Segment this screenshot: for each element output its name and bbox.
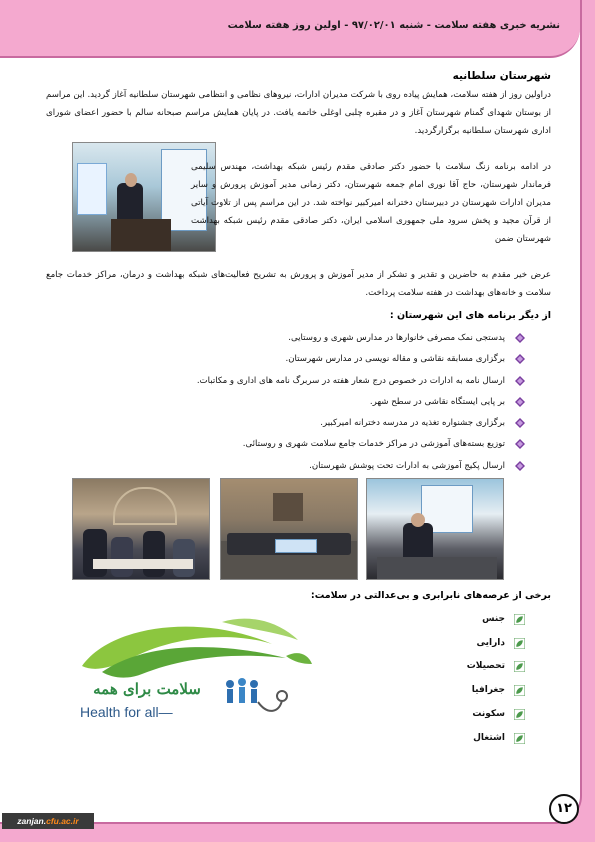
site-prefix: zanjan. (17, 816, 47, 826)
header-title: نشریه خبری هفته سلامت - شنبه ۹۷/۰۲/۰۱ - اولین روز هفته سلامت (227, 20, 560, 31)
list-item (65, 349, 525, 370)
list-item (385, 703, 525, 727)
green-leaf-bullet-icon (514, 638, 525, 649)
health-for-all-logo (72, 614, 316, 738)
purple-diamond-bullet-icon (515, 397, 525, 407)
purple-diamond-bullet-icon (515, 354, 525, 364)
logo-persian-text: سلامت برای همه (93, 680, 201, 698)
program-item-text: ارسال پکیج آموزشی به ادارات تحت پوشش شهرستان. (309, 460, 505, 471)
program-item-text: ارسال نامه به ادارات در خصوص درج شعار هفته در سربرگ نامه های اداری و مکاتبات. (196, 375, 505, 386)
green-leaf-bullet-icon (514, 685, 525, 696)
purple-diamond-bullet-icon (515, 461, 525, 471)
photo-meeting-table (72, 478, 210, 580)
photo-walking-group (220, 478, 358, 580)
purple-diamond-bullet-icon (515, 376, 525, 386)
program-item-text: برگزاری جشنواره تغذیه در مدرسه دخترانه امیرکبیر. (320, 418, 505, 429)
section-heading: شهرستان سلطانیه (452, 70, 551, 82)
list-item (65, 413, 525, 434)
article-paragraph-1: دراولین روز از هفته سلامت، همایش پیاده روی با شرکت مدیران ادارات، نیروهای نظامی و انتظامی شهرستان سلطانیه آغاز گردید. این مراسم از بوستان شهدای گمنام شهرستان آغاز و در مقبره چلبی اوغلی خاتمه یافت. در پایان همایش مراسم صبحانه سالم با حضور اعضای شورای اداری شهرستان سلطانیه برگزارگردید. (46, 90, 551, 136)
programs-list (65, 328, 525, 477)
list-item (385, 608, 525, 632)
inequality-item-text: تحصیلات (466, 661, 505, 672)
header-band (0, 0, 580, 58)
green-leaf-bullet-icon (514, 709, 525, 720)
program-item-text: توزیع بسته‌های آموزشی در مراکز خدمات جامع سلامت شهری و روستائی. (242, 439, 505, 450)
programs-heading: از دیگر برنامه های این شهرستان : (389, 310, 551, 321)
purple-diamond-bullet-icon (515, 439, 525, 449)
people-stethoscope-icon (222, 672, 292, 722)
list-item (65, 456, 525, 477)
list-item (65, 392, 525, 413)
article-paragraph-2: در ادامه برنامه زنگ سلامت با حضور دکتر صادقی مقدم رئیس شبکه بهداشت، مهندس سلیمی فرماندار شهرستان، حاج آقا نوری امام جمعه شهرستان، دکتر زمانی مدیر آموزش پرورش و سایر مدیران ادارات شهرستان در دبیرستان دخترانه امیرکبیر نواخته شد. در این مراسم پس از تلاوت آیاتی از قرآن مجید و پخش سرود ملی جمهوری اسلامی ایران، دکتر صادقی مقدم رئیس شبکه بهداشت شهرستان ضمن (191, 162, 551, 244)
logo-english-text: Health for all— (80, 704, 173, 720)
green-leaf-bullet-icon (514, 733, 525, 744)
green-leaf-bullet-icon (514, 614, 525, 625)
list-item (65, 328, 525, 349)
program-item-text: برگزاری مسابقه نقاشی و مقاله نویسی در مدارس شهرستان. (285, 354, 505, 365)
program-item-text: بر پایی ایستگاه نقاشی در سطح شهر. (369, 396, 505, 407)
list-item (65, 434, 525, 455)
program-item-text: پدستجی نمک مصرفی خانوارها در مدارس شهری و روستایی. (288, 333, 505, 343)
photo-speaker-banner (366, 478, 504, 580)
green-leaf-bullet-icon (514, 661, 525, 672)
inequality-list (385, 608, 525, 750)
list-item (385, 679, 525, 703)
inequality-heading: برخی از عرصه‌های نابرابری و بی‌عدالتی در سلامت: (310, 590, 551, 601)
site-domain: cfu.ac.ir (46, 816, 79, 826)
inequality-item-text: دارایی (476, 637, 505, 648)
inequality-item-text: جغرافیا (471, 685, 505, 696)
list-item (385, 632, 525, 656)
purple-diamond-bullet-icon (515, 333, 525, 343)
page-number: ۱۲ (549, 794, 579, 824)
article-paragraph-3: عرض خیر مقدم به حاضرین و تقدیر و تشکر از مدیر آموزش و پرورش به تشریح فعالیت‌های شبکه بهداشت و درمان، مراکز خدمات جامع سلامت و خانه‌های بهداشت در هفته سلامت پرداخت. (46, 270, 551, 298)
list-item (65, 371, 525, 392)
purple-diamond-bullet-icon (515, 418, 525, 428)
list-item (385, 655, 525, 679)
inequality-item-text: اشتغال (473, 732, 505, 743)
inequality-item-text: سکونت (472, 708, 505, 719)
inequality-item-text: جنس (482, 614, 505, 624)
list-item (385, 727, 525, 751)
site-watermark (2, 813, 94, 829)
